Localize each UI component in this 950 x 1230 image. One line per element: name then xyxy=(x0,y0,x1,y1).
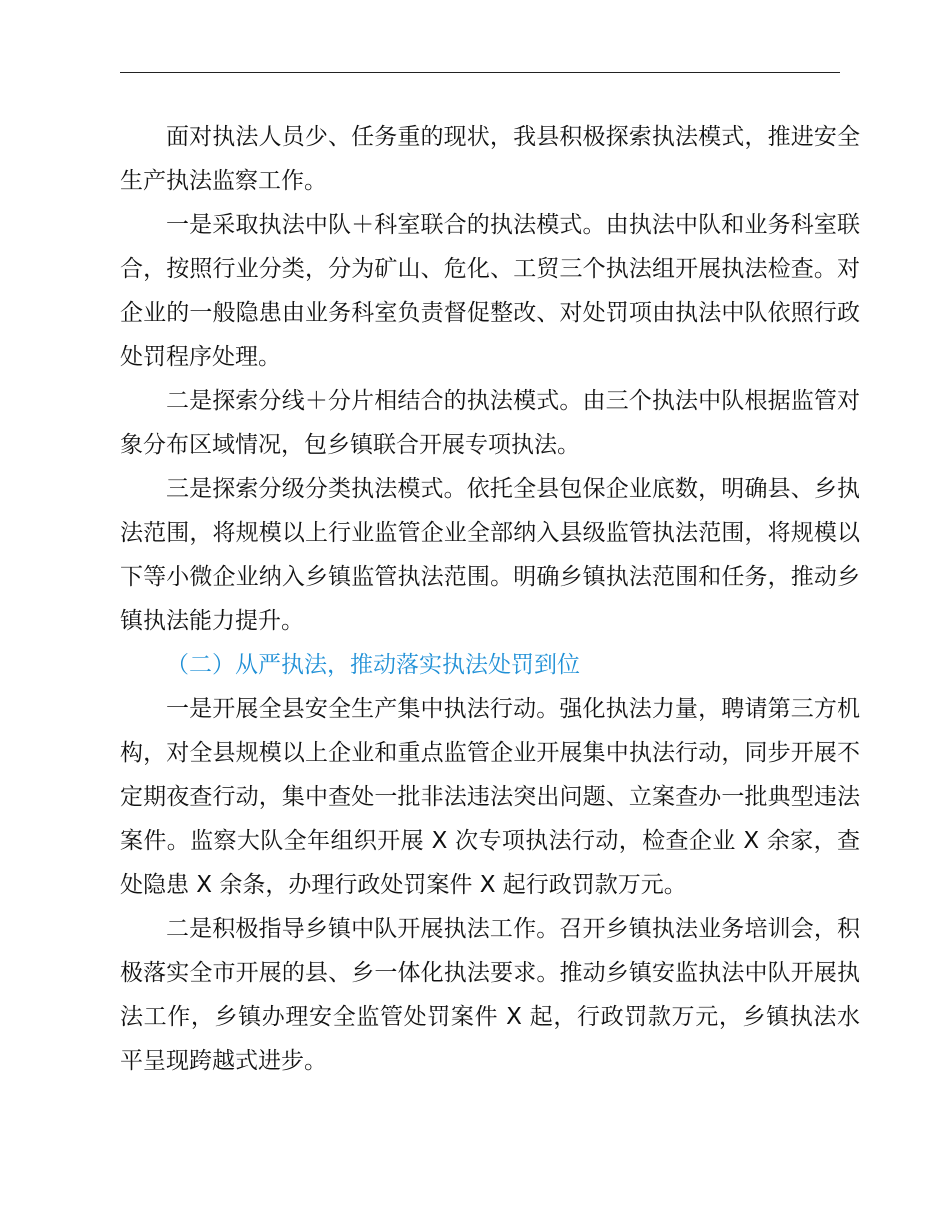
document-body xyxy=(120,115,860,1083)
paragraph-enforcement-1: 一是开展全县安全生产集中执法行动。强化执法力量，聘请第三方机构，对全县规模以上企业和重点监管企业开展集中执法行动，同步开展不定期夜查行动，集中查处一批非法违法突出问题、立案查办一批典型违法案件。监察大队全年组织开展 X 次专项执法行动，检查企业 X 余家，查处隐患 X 余条，办理行政处罚案件 X 起行政罚款万元。 xyxy=(120,696,860,898)
section-heading: （二）从严执法，推动落实执法处罚到位 xyxy=(166,652,580,678)
paragraph-enforcement-2: 二是积极指导乡镇中队开展执法工作。召开乡镇执法业务培训会，积极落实全市开展的县、乡一体化执法要求。推动乡镇安监执法中队开展执法工作，乡镇办理安全监管处罚案件 X 起，行政罚款万元，乡镇执法水平呈现跨越式进步。 xyxy=(120,916,860,1074)
paragraph-mode-1: 一是采取执法中队＋科室联合的执法模式。由执法中队和业务科室联合，按照行业分类，分为矿山、危化、工贸三个执法组开展执法检查。对企业的一般隐患由业务科室负责督促整改、对处罚项由执法中队依照行政处罚程序处理。 xyxy=(120,212,860,370)
paragraph-mode-3: 三是探索分级分类执法模式。依托全县包保企业底数，明确县、乡执法范围，将规模以上行业监管企业全部纳入县级监管执法范围，将规模以下等小微企业纳入乡镇监管执法范围。明确乡镇执法范围和任务，推动乡镇执法能力提升。 xyxy=(120,476,860,634)
header-rule xyxy=(120,72,840,73)
paragraph-mode-2: 二是探索分线＋分片相结合的执法模式。由三个执法中队根据监管对象分布区域情况，包乡镇联合开展专项执法。 xyxy=(120,388,860,458)
paragraph-intro: 面对执法人员少、任务重的现状，我县积极探索执法模式，推进安全生产执法监察工作。 xyxy=(120,124,860,194)
